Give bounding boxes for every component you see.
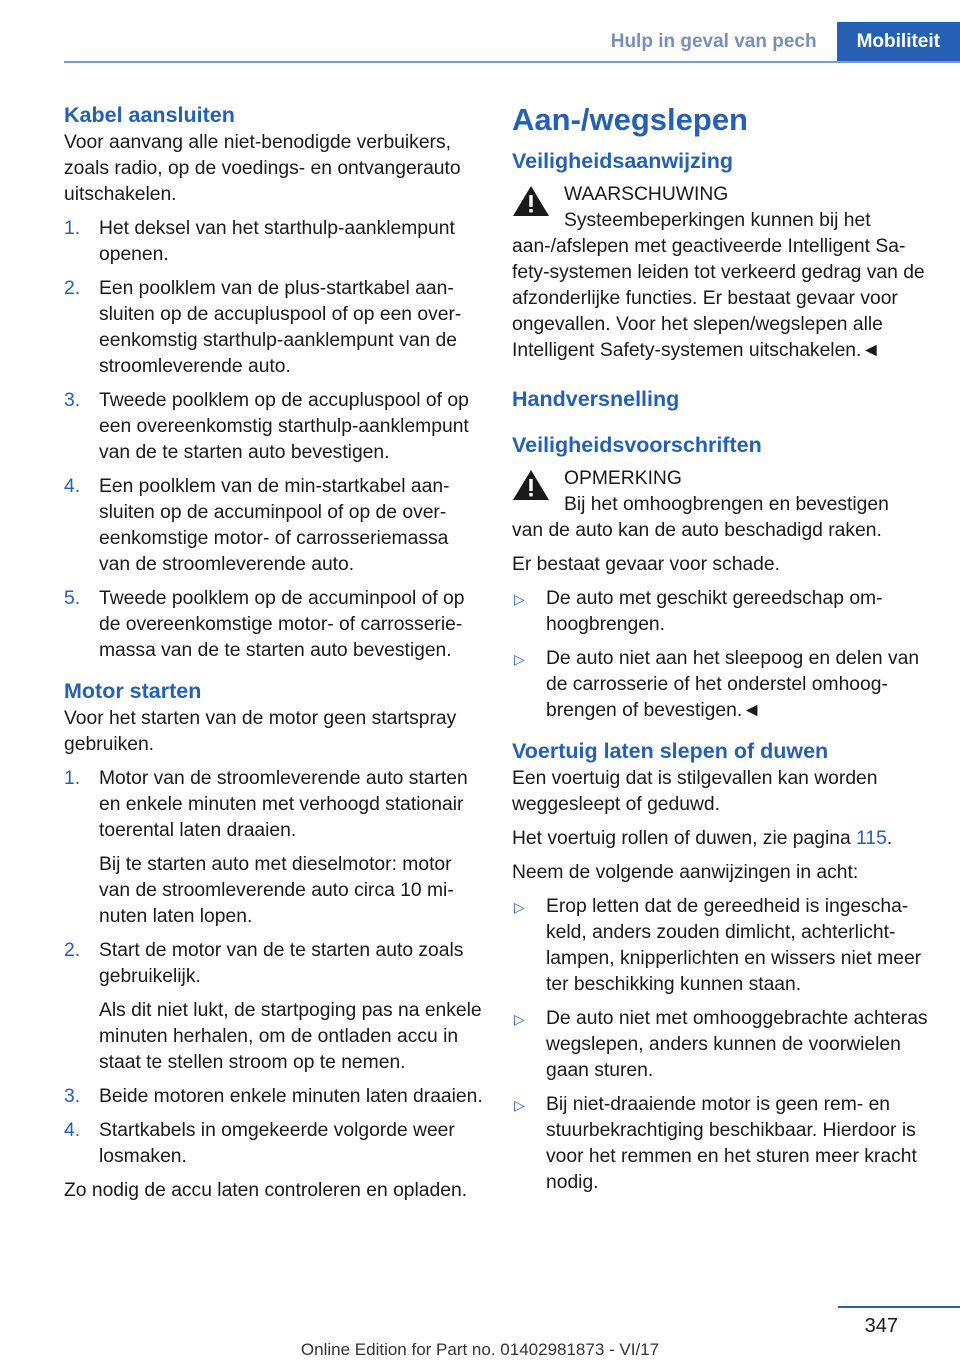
bullet-triangle-icon: ▷ [514, 591, 525, 607]
warning-block [512, 182, 932, 234]
right-column [512, 100, 932, 1204]
bullet-item [512, 646, 932, 724]
section-intro: Voor het starten van de motor geen startspray gebruiken. [64, 708, 457, 755]
paragraph-text: . [886, 828, 893, 849]
list-number: 2. [64, 278, 81, 299]
bullet-text: De auto niet met omhooggebrachte achteras wegslepen, anders kunnen de voorwielen gaan sturen. [546, 1008, 928, 1081]
bullet-text: De auto met geschikt gereedschap omhoogbrengen. [546, 588, 883, 635]
bullet-text: De auto niet aan het sleepoog en delen van de carrosserie of het onderstel omhoogbrengen of bevestigen.◄ [546, 648, 920, 721]
subsection-title: Veiligheidsaanwijzing [512, 149, 734, 173]
numbered-list [64, 766, 484, 1170]
bullet-triangle-icon: ▷ [514, 1011, 525, 1027]
warning-triangle-icon [512, 468, 550, 502]
list-item-note: Als dit niet lukt, de startpoging pas na enkele minuten herhalen, om de ontladen accu in staat te stellen stroom op te nemen. [99, 1000, 482, 1073]
page-number: 347 [864, 1315, 898, 1337]
notice-label: OPMERKING [564, 468, 682, 489]
notice-extra: Er bestaat gevaar voor schade. [512, 554, 780, 575]
footer-accent-line [838, 1306, 960, 1308]
tab-hulp-in-geval-van-pech[interactable]: Hulp in geval van pech [591, 22, 837, 62]
list-item [64, 1118, 484, 1170]
list-item-text: Startkabels in omgekeerde volgorde weer losmaken. [99, 1120, 455, 1167]
subsection-title: Voertuig laten slepen of duwen [512, 739, 829, 763]
bullet-text: Bij niet-draaiende motor is geen rem- en stuurbekrachtiging beschikbaar. Hierdoor is voor het remmen en het sturen meer kracht nodig. [546, 1094, 917, 1193]
bullet-item [512, 894, 932, 998]
header-divider [64, 61, 960, 63]
bullet-item [512, 1092, 932, 1196]
bullet-item [512, 1006, 932, 1084]
list-number: 5. [64, 588, 81, 609]
warning-triangle-icon [512, 184, 550, 218]
left-column [64, 100, 484, 1212]
section-title-kabel-aansluiten: Kabel aansluiten [64, 103, 235, 127]
list-number: 4. [64, 1120, 81, 1141]
section-title-motor-starten: Motor starten [64, 679, 202, 703]
list-item-text: Het deksel van het starthulp-aanklempunt openen. [99, 218, 455, 265]
numbered-list [64, 216, 484, 664]
list-item-note: Bij te starten auto met dieselmotor: motor van de stroomleverende auto circa 10 minuten laten lopen. [99, 854, 454, 927]
warning-text-first: Systeembeperkingen kunnen bij het [564, 210, 871, 231]
list-item-text: Motor van de stroomleverende auto starten en enkele minuten met verhoogd stationair toerental laten draaien. [99, 768, 468, 841]
chapter-title: Aan-/wegslepen [512, 102, 748, 137]
bullet-list [512, 894, 932, 1196]
subsection-title: Veiligheidsvoorschriften [512, 433, 762, 457]
page-link[interactable]: 115 [856, 828, 887, 849]
list-item [64, 216, 484, 268]
notice-text: van de auto kan de auto beschadigd raken. [512, 520, 882, 541]
bullet-text: Erop letten dat de gereedheid is ingeschakeld, anders zouden dimlicht, achterlichtlampen, knipperlichten en wissers niet meer ter beschikking kunnen staan. [546, 896, 922, 995]
paragraph: Een voertuig dat is stilgevallen kan worden weggesleept of geduwd. [512, 768, 878, 815]
paragraph-text: Het voertuig rollen of duwen, zie pagina [512, 828, 857, 849]
list-item [64, 276, 484, 380]
list-item [64, 586, 484, 664]
list-item-text: Beide motoren enkele minuten laten draaien. [99, 1086, 483, 1107]
list-item-text: Een poolklem van de min-startkabel aansluiten op de accuminpool of op de overeenkomstige motor- of carrosseriemassa van de stroomleverende auto. [99, 476, 450, 575]
tab-mobiliteit[interactable]: Mobiliteit [837, 22, 960, 62]
list-item-text: Start de motor van de te starten auto zoals gebruikelijk. [99, 940, 464, 987]
list-item-text: Tweede poolklem op de accupluspool of op een overeenkomstig starthulp-aanklempunt van de te starten auto bevestigen. [99, 390, 469, 463]
notice-text-first: Bij het omhoogbrengen en bevestigen [564, 494, 889, 515]
list-number: 2. [64, 940, 81, 961]
list-number: 3. [64, 1086, 81, 1107]
warning-label: WAARSCHUWING [564, 184, 729, 205]
warning-text: aan-/afslepen met geactiveerde Intelligent Safety-systemen leiden tot verkeerd gedrag van de afzonderlijke functies. Er bestaat gevaar voor ongevallen. Voor het slepen/wegslepen alle Intelligent Safety-systemen uitschakelen.◄ [512, 236, 925, 361]
list-item [64, 388, 484, 466]
list-number: 4. [64, 476, 81, 497]
bullet-item [512, 586, 932, 638]
bullet-triangle-icon: ▷ [514, 651, 525, 667]
section-outro: Zo nodig de accu laten controleren en opladen. [64, 1180, 468, 1201]
bullet-triangle-icon: ▷ [514, 899, 525, 915]
list-item [64, 1084, 484, 1110]
bullet-triangle-icon: ▷ [514, 1097, 525, 1113]
list-item [64, 766, 484, 930]
paragraph-with-link [512, 826, 932, 852]
list-item [64, 938, 484, 1076]
footer-edition: Online Edition for Part no. 01402981873 - VI/17 [300, 1340, 660, 1359]
list-item-text: Tweede poolklem op de accuminpool of op de overeenkomstige motor- of carrosseriemassa van de te starten auto bevestigen. [99, 588, 465, 661]
notice-block [512, 466, 932, 518]
subsection-title: Handversnelling [512, 387, 680, 411]
list-number: 1. [64, 218, 81, 239]
header-tabs [591, 22, 960, 62]
list-item [64, 474, 484, 578]
section-intro: Voor aanvang alle niet-benodigde verbuikers, zoals radio, op de voedings- en ontvangerauto uitschakelen. [64, 132, 461, 205]
list-number: 3. [64, 390, 81, 411]
bullet-list [512, 586, 932, 724]
paragraph: Neem de volgende aanwijzingen in acht: [512, 862, 859, 883]
list-number: 1. [64, 768, 81, 789]
list-item-text: Een poolklem van de plus-startkabel aansluiten op de accupluspool of op een overeenkomstig starthulp-aanklempunt van de stroomleverende auto. [99, 278, 462, 377]
